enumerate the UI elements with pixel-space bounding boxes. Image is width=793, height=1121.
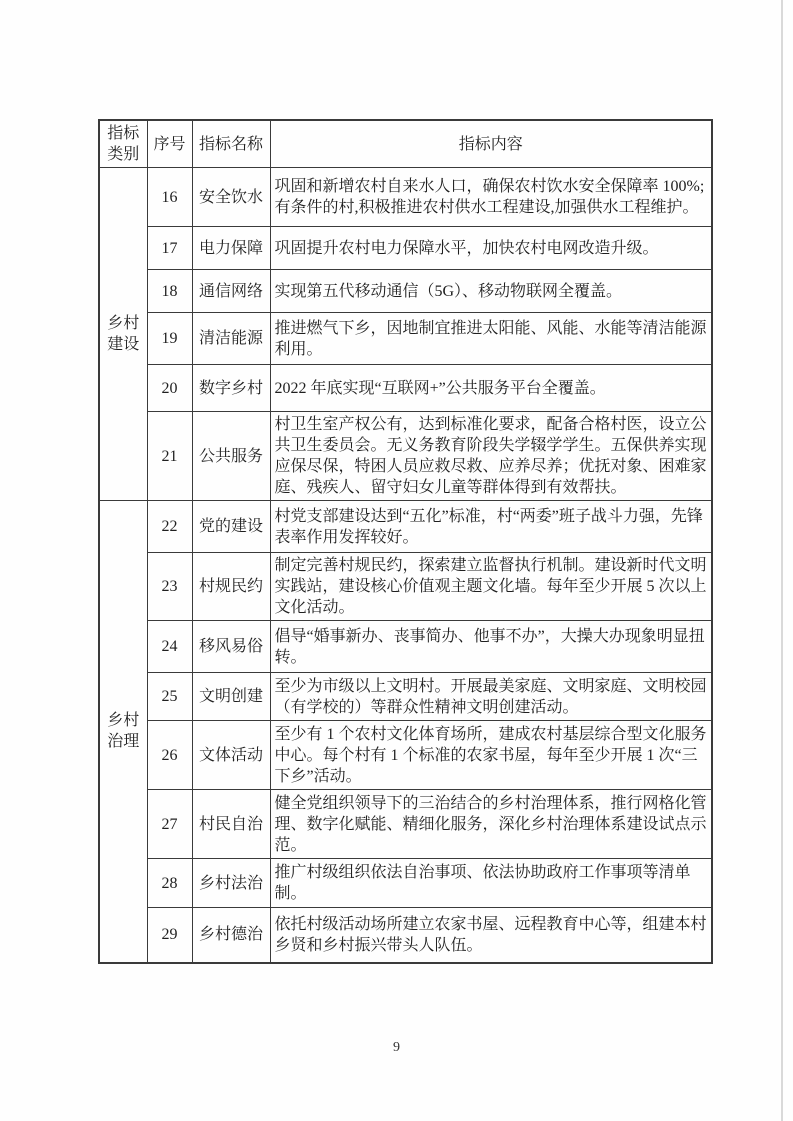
row-no: 18 — [147, 270, 192, 313]
table-row — [99, 621, 712, 673]
row-no: 19 — [147, 313, 192, 365]
table-row — [99, 227, 712, 270]
row-content: 推广村级组织依法自治事项、依法协助政府工作事项等清单制。 — [270, 859, 712, 908]
table-row — [99, 673, 712, 721]
row-no: 26 — [147, 721, 192, 790]
row-name: 文体活动 — [192, 721, 270, 790]
table-row — [99, 790, 712, 859]
indicator-table — [98, 119, 713, 964]
row-content: 村卫生室产权公有，达到标准化要求，配备合格村医，设立公共卫生委员会。无义务教育阶段失学辍学学生。五保供养实现应保尽保，特困人员应救尽救、应养尽养；优抚对象、困难家庭、残疾人、留守妇女儿童等群体得到有效帮扶。 — [270, 412, 712, 501]
row-content: 巩固提升农村电力保障水平，加快农村电网改造升级。 — [270, 227, 712, 270]
row-content: 推进燃气下乡，因地制宜推进太阳能、风能、水能等清洁能源利用。 — [270, 313, 712, 365]
row-name: 村民自治 — [192, 790, 270, 859]
table-row — [99, 168, 712, 227]
row-content: 2022 年底实现“互联网+”公共服务平台全覆盖。 — [270, 365, 712, 412]
row-name: 移风易俗 — [192, 621, 270, 673]
row-no: 23 — [147, 553, 192, 621]
scan-page-edge-line — [781, 0, 783, 1121]
row-name: 电力保障 — [192, 227, 270, 270]
row-no: 29 — [147, 908, 192, 963]
row-no: 24 — [147, 621, 192, 673]
row-name: 安全饮水 — [192, 168, 270, 227]
row-name: 乡村德治 — [192, 908, 270, 963]
row-no: 22 — [147, 501, 192, 553]
row-content: 实现第五代移动通信（5G）、移动物联网全覆盖。 — [270, 270, 712, 313]
row-content: 至少为市级以上文明村。开展最美家庭、文明家庭、文明校园（有学校的）等群众性精神文明创建活动。 — [270, 673, 712, 721]
row-content: 制定完善村规民约，探索建立监督执行机制。建设新时代文明实践站，建设核心价值观主题文化墙。每年至少开展 5 次以上文化活动。 — [270, 553, 712, 621]
header-category: 指标类别 — [99, 120, 147, 168]
table-row — [99, 270, 712, 313]
table-row — [99, 412, 712, 501]
row-no: 27 — [147, 790, 192, 859]
row-name: 清洁能源 — [192, 313, 270, 365]
table-header-row — [99, 120, 712, 168]
row-no: 21 — [147, 412, 192, 501]
table-row — [99, 721, 712, 790]
row-no: 25 — [147, 673, 192, 721]
table-row — [99, 313, 712, 365]
table-row — [99, 908, 712, 963]
row-name: 公共服务 — [192, 412, 270, 501]
row-name: 通信网络 — [192, 270, 270, 313]
row-no: 17 — [147, 227, 192, 270]
header-name: 指标名称 — [192, 120, 270, 168]
row-content: 依托村级活动场所建立农家书屋、远程教育中心等，组建本村乡贤和乡村振兴带头人队伍。 — [270, 908, 712, 963]
row-content: 村党支部建设达到“五化”标准，村“两委”班子战斗力强，先锋表率作用发挥较好。 — [270, 501, 712, 553]
page-number: 9 — [393, 1040, 400, 1055]
table-row — [99, 553, 712, 621]
category-cell-rural-governance: 乡村治理 — [99, 501, 147, 963]
row-name: 党的建设 — [192, 501, 270, 553]
row-no: 16 — [147, 168, 192, 227]
table-row — [99, 859, 712, 908]
row-name: 数字乡村 — [192, 365, 270, 412]
header-no: 序号 — [147, 120, 192, 168]
table-row — [99, 365, 712, 412]
table-row — [99, 501, 712, 553]
row-no: 28 — [147, 859, 192, 908]
row-content: 巩固和新增农村自来水人口，确保农村饮水安全保障率 100%;有条件的村,积极推进农村供水工程建设,加强供水工程维护。 — [270, 168, 712, 227]
header-content: 指标内容 — [270, 120, 712, 168]
row-name: 乡村法治 — [192, 859, 270, 908]
row-content: 健全党组织领导下的三治结合的乡村治理体系，推行网格化管理、数字化赋能、精细化服务，深化乡村治理体系建设试点示范。 — [270, 790, 712, 859]
row-content: 倡导“婚事新办、丧事简办、他事不办”，大操大办现象明显扭转。 — [270, 621, 712, 673]
category-cell-rural-construction: 乡村建设 — [99, 168, 147, 501]
row-name: 村规民约 — [192, 553, 270, 621]
row-name: 文明创建 — [192, 673, 270, 721]
row-content: 至少有 1 个农村文化体育场所，建成农村基层综合型文化服务中心。每个村有 1 个标准的农家书屋，每年至少开展 1 次“三下乡”活动。 — [270, 721, 712, 790]
row-no: 20 — [147, 365, 192, 412]
